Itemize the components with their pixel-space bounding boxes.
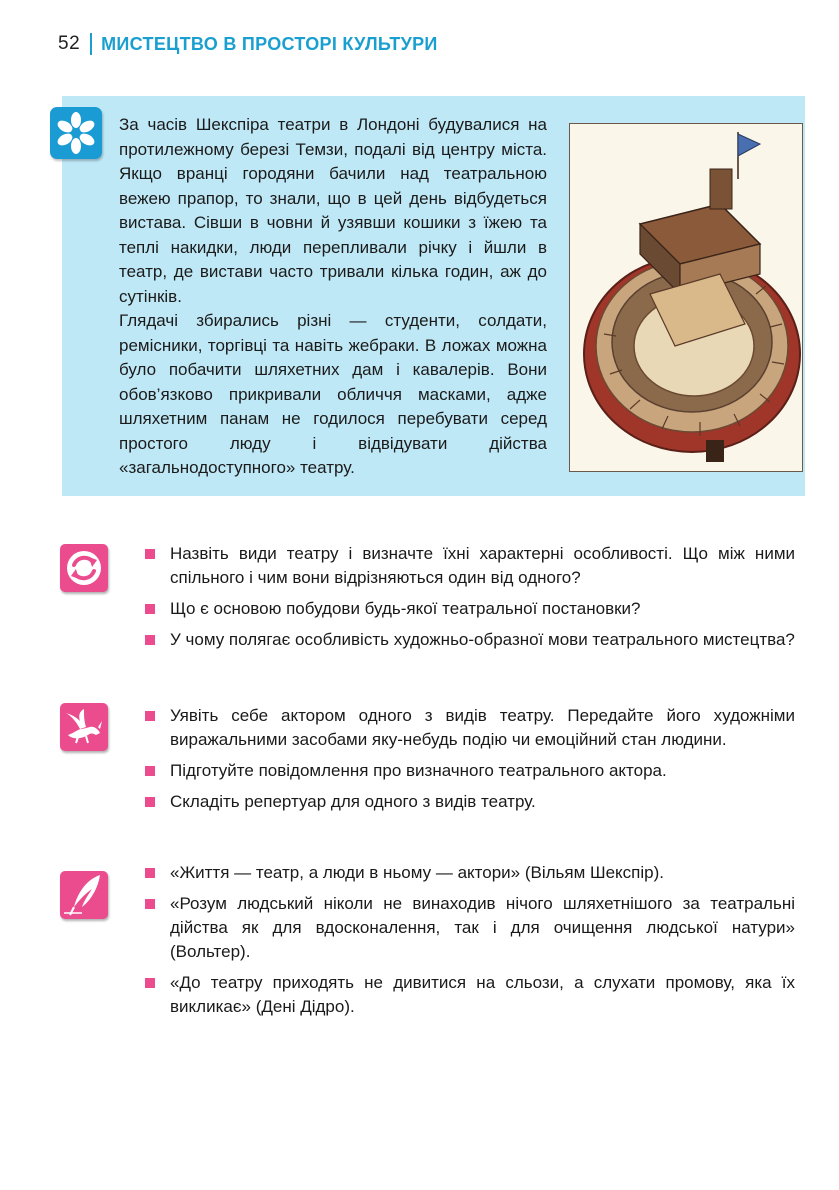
questions-list <box>145 542 795 659</box>
list-item: «До театру приходять не дивитися на сльози, а слухати промову, яка їх викликає» (Дені Дідро). <box>145 971 795 1019</box>
fact-text <box>119 113 547 481</box>
bullet-square-icon <box>145 549 155 559</box>
list-item: У чому полягає особливість художньо-образної мови театрального мистецтва? <box>145 628 795 652</box>
bullet-square-icon <box>145 978 155 988</box>
bullet-square-icon <box>145 604 155 614</box>
asterisk-icon <box>50 107 102 159</box>
list-item: Підготуйте повідомлення про визначного театрального актора. <box>145 759 795 783</box>
page-header <box>58 30 438 58</box>
bullet-square-icon <box>145 635 155 645</box>
bullet-square-icon <box>145 868 155 878</box>
header-divider <box>90 33 92 55</box>
bullet-square-icon <box>145 899 155 909</box>
fact-paragraph: Глядачі збирались різні — студенти, солдати, ремісники, торгівці та навіть жебраки. В ложах можна було побачити шляхетних дам і кавалерів. Вони обов’язково прикривали обличчя масками, адже шляхетним панам не годилося перебувати серед простого люду і відвідувати дійства «загальнодоступного» театру. <box>119 311 547 477</box>
page-number: 52 <box>58 33 81 54</box>
quill-pen-icon <box>60 871 108 919</box>
quotes-list <box>145 861 795 1026</box>
list-item: «Розум людський ніколи не винаходив нічого шляхетнішого за театральні дійства як для вдосконалення, так і для очищення людської натури» (Вольтер). <box>145 892 795 964</box>
bullet-square-icon <box>145 766 155 776</box>
list-item: Назвіть види театру і визначте їхні характерні особливості. Що між ними спільного і чим вони відрізняються один від одного? <box>145 542 795 590</box>
list-item: Уявіть себе актором одного з видів театру. Передайте його художніми виражальними засобами яку-небудь подію чи емоційний стан людини. <box>145 704 795 752</box>
refresh-arrows-icon <box>60 544 108 592</box>
creative-tasks-list <box>145 704 795 821</box>
list-item: Складіть репертуар для одного з видів театру. <box>145 790 795 814</box>
bullet-square-icon <box>145 711 155 721</box>
bullet-square-icon <box>145 797 155 807</box>
list-item: «Життя — театр, а люди в ньому — актори» (Вільям Шекспір). <box>145 861 795 885</box>
fact-paragraph: За часів Шекспіра театри в Лондоні будувалися на протилежному березі Темзи, подалі від центру міста. Якщо вранці городяни бачили над театральною вежею прапор, то знали, що в цей день відбудеться вистава. Сівши в човни й узявши кошики з їжею та теплі накидки, люди перепливали річку і йшли в театр, де вистави часто тривали кілька годин, аж до сутінків. <box>119 115 547 306</box>
list-item: Що є основою побудови будь-якої театральної постановки? <box>145 597 795 621</box>
globe-theatre-illustration <box>569 123 803 472</box>
section-title: МИСТЕЦТВО В ПРОСТОРІ КУЛЬТУРИ <box>101 33 438 54</box>
pegasus-icon <box>60 703 108 751</box>
